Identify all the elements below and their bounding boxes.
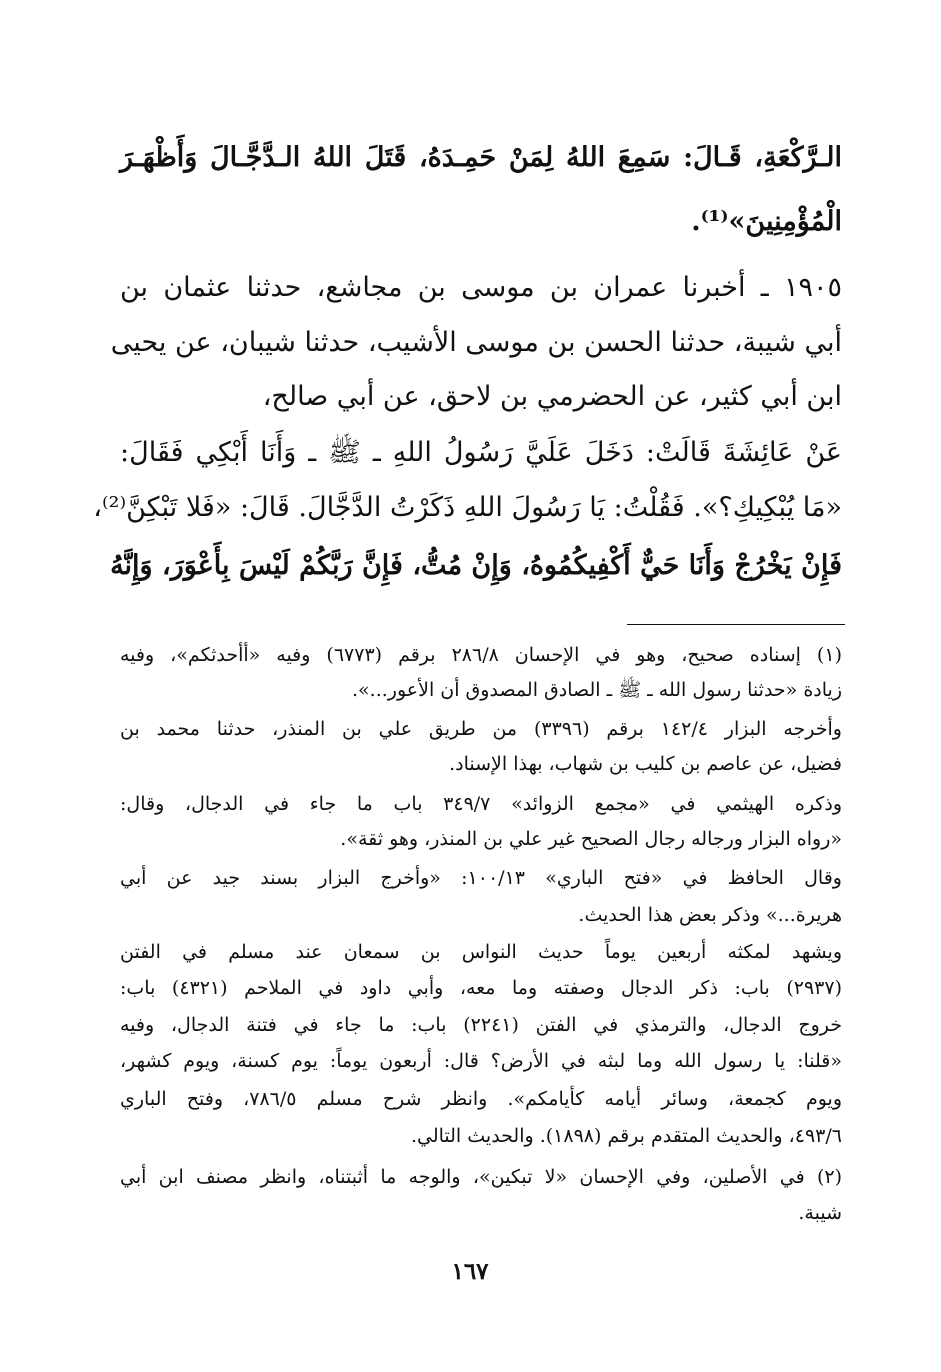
main-line: ابن أبي كثير، عن الحضرمي بن لاحق، عن أبي صالح،	[262, 381, 842, 412]
footnote-line: وقال الحافظ في «فتح الباري» ١٠٠/١٣: «وأخرج البزار بسند جيد عن أبي	[120, 867, 842, 889]
footnote-line: فضيل، عن عاصم بن كليب بن شهاب، بهذا الإسناد.	[449, 753, 842, 775]
footnote-line: (٢) في الأصلين، وفي الإحسان «لا تبكين»، والوجه ما أثبتناه، وانظر مصنف ابن أبي	[120, 1166, 842, 1188]
footnote-line: ويوم كجمعة، وسائر أيامه كأيامكم». وانظر شرح مسلم ٧٨٦/٥، وفتح الباري	[120, 1088, 842, 1110]
main-line: فَإِنْ يَخْرُجْ وَأَنَا حَيٌّ أَكْفِيكُمُوهُ، وَإِنْ مُتُّ، فَإِنَّ رَبَّكُمْ لَيْسَ بِأَعْوَرَ، وَإِنَّهُ	[110, 550, 842, 581]
footnote-line: «رواه البزار ورجاله رجال الصحيح غير علي بن المنذر، وهو ثقة».	[340, 828, 842, 850]
footnote-line: وذكره الهيثمي في «مجمع الزوائد» ٣٤٩/٧ باب ما جاء في الدجال، وقال:	[120, 793, 842, 815]
footnote-line: خروج الدجال، والترمذي في الفتن (٢٢٤١) باب: ما جاء في فتنة الدجال، وفيه	[120, 1014, 842, 1036]
main-line: عَنْ عَائِشَةَ قَالَتْ: دَخَلَ عَلَيَّ رَسُولُ اللهِ ـ ﷺ ـ وَأَنَا أَبْكِي فَقَالَ:	[120, 437, 842, 468]
footnote-line: شيبة.	[798, 1202, 842, 1224]
footnote-line: هريرة...» وذكر بعض هذا الحديث.	[578, 904, 842, 926]
footnote-line: (٢٩٣٧) باب: ذكر الدجال وصفته وما معه، وأبي داود في الملاحم (٤٣٢١) باب:	[120, 977, 842, 999]
main-line: الـرَّكْعَةِ، قَـالَ: سَمِعَ اللهُ لِمَنْ حَمِـدَهُ، قَتَلَ اللهُ الـدَّجَّـالَ وَأَظْهَـرَ	[120, 142, 842, 173]
footnote-line: (١) إسناده صحيح، وهو في الإحسان ٢٨٦/٨ برقم (٦٧٧٣) وفيه «أأحدثكم»، وفيه	[120, 644, 842, 666]
footnote-line: زيادة «حدثنا رسول الله ـ ﷺ ـ الصادق المصدوق أن الأعور...».	[352, 679, 842, 701]
page-number: ١٦٧	[451, 1258, 489, 1285]
main-line: الْمُؤْمِنِينَ»⁽¹⁾.	[691, 206, 842, 237]
footnote-line: ٤٩٣/٦، والحديث المتقدم برقم (١٨٩٨). والحديث التالي.	[410, 1125, 842, 1147]
footnote-line: ويشهد لمكثه أربعين يوماً حديث النواس بن سمعان عند مسلم في الفتن	[120, 941, 842, 963]
main-line: ١٩٠٥ ـ أخبرنا عمران بن موسى بن مجاشع، حدثنا عثمان بن	[120, 272, 842, 303]
main-line: أبي شيبة، حدثنا الحسن بن موسى الأشيب، حدثنا شيبان، عن يحيى	[110, 327, 842, 358]
main-line: «مَا يُبْكِيكِ؟». فَقُلْتُ: يَا رَسُولَ اللهِ ذَكَرْتُ الدَّجَّالَ. قَالَ: «فَلا تَبْكِنَّ⁽²⁾،	[93, 492, 842, 523]
footnote-line: وأخرجه البزار ١٤٢/٤ برقم (٣٣٩٦) من طريق علي بن المنذر، حدثنا محمد بن	[120, 718, 842, 740]
footnote-line: «قلنا: يا رسول الله وما لبثه في الأرض؟ قال: أربعون يوماً: يوم كسنة، ويوم كشهر،	[120, 1050, 842, 1072]
footnote-separator	[627, 624, 845, 625]
